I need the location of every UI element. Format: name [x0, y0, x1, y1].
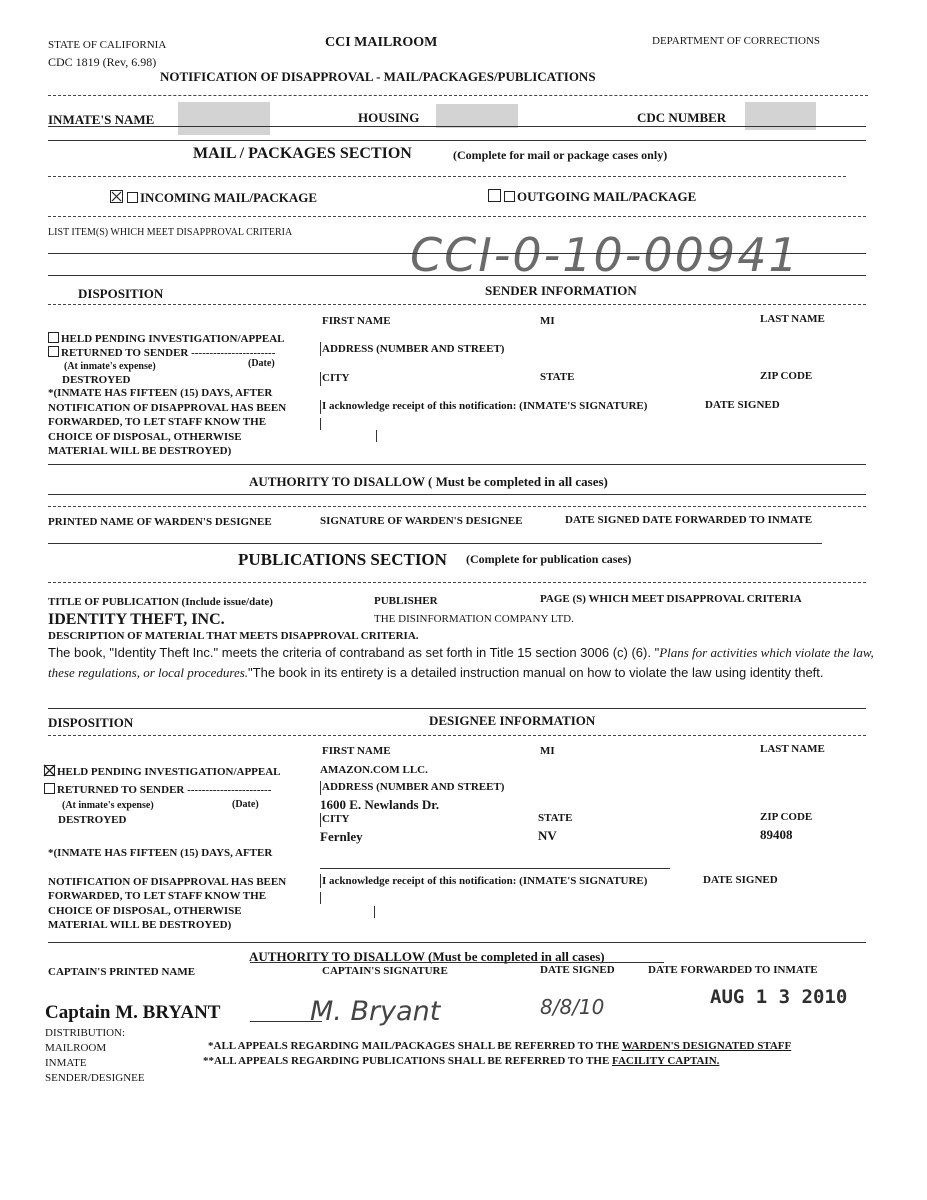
notice-line-1-mail: *(INMATE HAS FIFTEEN (15) DAYS, AFTER	[48, 387, 273, 399]
inmate-expense-mail: (At inmate's expense)	[64, 361, 156, 372]
notice-line-5-pub: MATERIAL WILL BE DESTROYED)	[48, 919, 232, 931]
incoming-checkbox[interactable]	[110, 190, 123, 203]
returned-date-label-pub: (Date)	[232, 799, 259, 810]
designee-info-label: DESIGNEE INFORMATION	[429, 713, 596, 728]
designee-name-value: AMAZON.COM LLC.	[320, 764, 428, 776]
warden-date-label: DATE SIGNED DATE FORWARDED TO INMATE	[565, 514, 813, 526]
publication-title-value: IDENTITY THEFT, INC.	[48, 611, 225, 628]
checkbox-icon	[504, 191, 515, 202]
state-label: STATE OF CALIFORNIA	[48, 39, 167, 51]
date-signed-label-pub: DATE SIGNED	[703, 874, 778, 886]
returned-option-mail[interactable]: RETURNED TO SENDER -----------------------	[48, 346, 275, 359]
sender-first-name-label: FIRST NAME	[322, 315, 391, 327]
returned-date-label-mail: (Date)	[248, 358, 275, 369]
held-option-pub[interactable]: HELD PENDING INVESTIGATION/APPEAL	[44, 765, 281, 778]
outgoing-checkbox[interactable]	[488, 189, 501, 202]
designee-mi-label: MI	[540, 745, 555, 757]
checkbox-icon	[127, 192, 138, 203]
authority-label-pub: AUTHORITY TO DISALLOW (Must be completed in all cases)	[249, 949, 605, 964]
list-items-label: LIST ITEM(S) WHICH MEET DISAPPROVAL CRITERIA	[48, 227, 293, 238]
designee-address-label: ADDRESS (NUMBER AND STREET)	[322, 781, 505, 793]
inmate-name-redaction	[178, 102, 270, 135]
housing-label: HOUSING	[358, 110, 420, 125]
sender-address-label: ADDRESS (NUMBER AND STREET)	[322, 343, 505, 355]
sender-city-label: CITY	[322, 372, 350, 384]
distribution-sender: SENDER/DESIGNEE	[45, 1072, 145, 1084]
sender-zip-label: ZIP CODE	[760, 370, 813, 382]
publisher-value: THE DISINFORMATION COMPANY LTD.	[374, 613, 574, 625]
notice-line-4-mail: CHOICE OF DISPOSAL, OTHERWISE	[48, 431, 242, 443]
case-number-handwritten: CCI-0-10-00941	[410, 228, 800, 282]
designee-state-value: NV	[538, 828, 557, 843]
cdc-number-label: CDC NUMBER	[637, 110, 727, 125]
description-text: The book, "Identity Theft Inc." meets the criteria of contraband as set forth in Title 15 section 3006 (c) (6). "Plans for activities which violate the law, these regulations, or local procedures."The book in its entirety is a detailed instruction manual on how to violate the law using identity theft.	[48, 645, 874, 680]
designee-city-value: Fernley	[320, 829, 363, 844]
acknowledge-label-pub: I acknowledge receipt of this notification: (INMATE'S SIGNATURE)	[322, 875, 648, 887]
incoming-mail-label: INCOMING MAIL/PACKAGE	[127, 191, 317, 204]
mail-section-note: (Complete for mail or package cases only)	[453, 148, 668, 162]
checkbox-icon	[44, 765, 55, 776]
acknowledge-label-mail: I acknowledge receipt of this notification: (INMATE'S SIGNATURE)	[322, 400, 648, 412]
designee-first-name-label: FIRST NAME	[322, 745, 391, 757]
designee-address-value: 1600 E. Newlands Dr.	[320, 797, 440, 812]
authority-label-mail: AUTHORITY TO DISALLOW ( Must be completed in all cases)	[249, 474, 608, 489]
checked-x-icon	[43, 764, 56, 777]
designee-zip-value: 89408	[760, 827, 793, 842]
mailroom-heading: CCI MAILROOM	[325, 35, 438, 50]
held-option-mail[interactable]: HELD PENDING INVESTIGATION/APPEAL	[48, 332, 285, 345]
checkbox-icon	[48, 346, 59, 357]
publications-section-note: (Complete for publication cases)	[466, 552, 632, 566]
description-label: DESCRIPTION OF MATERIAL THAT MEETS DISAPPROVAL CRITERIA.	[48, 630, 419, 642]
mail-section-title: MAIL / PACKAGES SECTION	[193, 145, 412, 162]
notice-line-2-mail: NOTIFICATION OF DISAPPROVAL HAS BEEN	[48, 402, 287, 414]
captain-date-forwarded-label: DATE FORWARDED TO INMATE	[648, 964, 818, 976]
inmate-expense-pub: (At inmate's expense)	[62, 800, 154, 811]
signed-date-handwritten: 8/8/10	[540, 995, 605, 1019]
captain-signature-handwritten: M. Bryant	[310, 996, 441, 1027]
designee-city-label: CITY	[322, 813, 350, 825]
sender-mi-label: MI	[540, 315, 555, 327]
form-title: NOTIFICATION OF DISAPPROVAL - MAIL/PACKAGES/PUBLICATIONS	[160, 69, 596, 84]
notice-line-2-pub: NOTIFICATION OF DISAPPROVAL HAS BEEN	[48, 876, 287, 888]
publication-title-label: TITLE OF PUBLICATION (Include issue/date)	[48, 596, 273, 608]
date-signed-label-mail: DATE SIGNED	[705, 399, 780, 411]
warden-signature-label: SIGNATURE OF WARDEN'S DESIGNEE	[320, 515, 523, 527]
notice-line-5-mail: MATERIAL WILL BE DESTROYED)	[48, 445, 232, 457]
notice-line-4-pub: CHOICE OF DISPOSAL, OTHERWISE	[48, 905, 242, 917]
disposition-label-pub: DISPOSITION	[48, 715, 134, 730]
checked-x-icon	[111, 191, 122, 202]
distribution-mailroom: MAILROOM	[45, 1042, 107, 1054]
department-label: DEPARTMENT OF CORRECTIONS	[652, 35, 821, 47]
sender-info-label: SENDER INFORMATION	[485, 283, 637, 298]
forwarded-date-stamp: AUG 1 3 2010	[710, 986, 848, 1008]
sender-state-label: STATE	[540, 371, 575, 383]
designee-zip-label: ZIP CODE	[760, 811, 813, 823]
captain-date-signed-label: DATE SIGNED	[540, 964, 615, 976]
sender-last-name-label: LAST NAME	[760, 313, 825, 325]
captain-printed-name-label: CAPTAIN'S PRINTED NAME	[48, 966, 196, 978]
publications-section-title: PUBLICATIONS SECTION	[238, 550, 447, 569]
captain-name-value: Captain M. BRYANT	[45, 1002, 221, 1023]
returned-option-pub[interactable]: RETURNED TO SENDER -----------------------	[44, 783, 271, 796]
appeal-publication-note: **ALL APPEALS REGARDING PUBLICATIONS SHALL BE REFERRED TO THE FACILITY CAPTAIN.	[203, 1055, 720, 1067]
destroyed-option-pub: DESTROYED	[58, 814, 127, 826]
checkbox-icon	[44, 783, 55, 794]
outgoing-mail-label: OUTGOING MAIL/PACKAGE	[504, 190, 696, 203]
distribution-inmate: INMATE	[45, 1057, 87, 1069]
disposition-label-mail: DISPOSITION	[78, 286, 164, 301]
housing-redaction	[436, 104, 518, 128]
form-number: CDC 1819 (Rev, 6.98)	[48, 55, 157, 69]
inmate-name-label: INMATE'S NAME	[48, 112, 155, 127]
appeal-mail-note: *ALL APPEALS REGARDING MAIL/PACKAGES SHALL BE REFERRED TO THE WARDEN'S DESIGNATED STAFF	[208, 1040, 792, 1052]
designee-last-name-label: LAST NAME	[760, 743, 825, 755]
publisher-label: PUBLISHER	[374, 595, 438, 607]
warden-printed-name-label: PRINTED NAME OF WARDEN'S DESIGNEE	[48, 516, 272, 528]
designee-state-label: STATE	[538, 812, 573, 824]
distribution-label: DISTRIBUTION:	[45, 1027, 126, 1039]
pages-label: PAGE (S) WHICH MEET DISAPPROVAL CRITERIA	[540, 593, 802, 605]
notice-line-3-mail: FORWARDED, TO LET STAFF KNOW THE	[48, 416, 267, 428]
notice-line-3-pub: FORWARDED, TO LET STAFF KNOW THE	[48, 890, 267, 902]
captain-signature-label: CAPTAIN'S SIGNATURE	[322, 965, 448, 977]
checkbox-icon	[48, 332, 59, 343]
notice-line-1-pub: *(INMATE HAS FIFTEEN (15) DAYS, AFTER	[48, 847, 273, 859]
destroyed-option-mail: DESTROYED	[62, 374, 131, 386]
